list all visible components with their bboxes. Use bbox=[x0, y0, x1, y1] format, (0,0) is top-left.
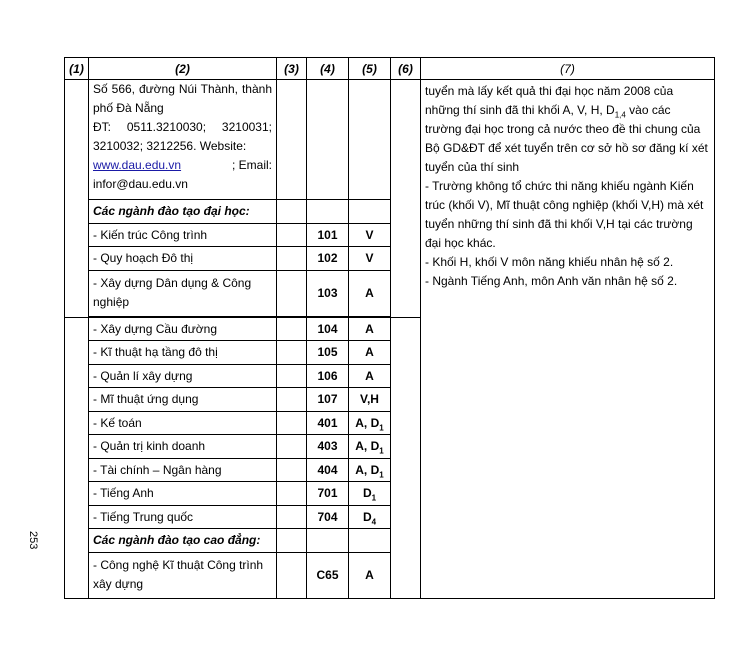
header-col-1: (1) bbox=[65, 58, 89, 80]
note-line-4: - Ngành Tiếng Anh, môn Anh văn nhân hệ số 2. bbox=[425, 274, 678, 288]
program-code: 107 bbox=[307, 388, 349, 412]
section-college: Các ngành đào tạo cao đẳng: bbox=[89, 529, 277, 553]
header-col-4: (4) bbox=[307, 58, 349, 80]
program-block: A bbox=[349, 364, 391, 388]
program-name: - Tài chính – Ngân hàng bbox=[89, 458, 277, 482]
col1-cell-top bbox=[65, 80, 89, 318]
program-block: A, $D_1$ bbox=[349, 435, 391, 459]
col5-cell bbox=[349, 80, 391, 200]
school-phone: ĐT: 0511.3210030; 3210031; 3210032; 3212256. Website: bbox=[93, 120, 272, 153]
program-code: 404 bbox=[307, 458, 349, 482]
school-info-row bbox=[65, 80, 715, 200]
program-name: - Tiếng Anh bbox=[89, 482, 277, 506]
notes-cell bbox=[421, 80, 715, 599]
program-name: - Quản trị kinh doanh bbox=[89, 435, 277, 459]
program-name: - Kiến trúc Công trình bbox=[89, 223, 277, 247]
program-code: 103 bbox=[307, 270, 349, 316]
program-code: 106 bbox=[307, 364, 349, 388]
program-name: - Kĩ thuật hạ tầng đô thị bbox=[89, 341, 277, 365]
program-name: - Xây dựng Dân dụng & Công nghiệp bbox=[89, 270, 277, 316]
program-name: - Kế toán bbox=[89, 411, 277, 435]
program-code: 101 bbox=[307, 223, 349, 247]
program-block: A, $D_1$ bbox=[349, 458, 391, 482]
program-code: 102 bbox=[307, 247, 349, 271]
header-col-6: (6) bbox=[391, 58, 421, 80]
program-block: $D_1$ bbox=[349, 482, 391, 506]
section-university: Các ngành đào tạo đại học: bbox=[89, 200, 277, 224]
school-info-cell bbox=[89, 80, 277, 200]
program-code: 104 bbox=[307, 317, 349, 341]
col6-cell-bottom bbox=[391, 317, 421, 598]
program-name: - Công nghệ Kĩ thuật Công trình xây dựng bbox=[89, 552, 277, 598]
program-block: A bbox=[349, 552, 391, 598]
program-code: 704 bbox=[307, 505, 349, 529]
admission-table bbox=[64, 57, 715, 599]
note-line-3: - Khối H, khối V môn năng khiếu nhân hệ số 2. bbox=[425, 255, 674, 269]
header-col-2: (2) bbox=[89, 58, 277, 80]
program-name: - Tiếng Trung quốc bbox=[89, 505, 277, 529]
program-block: A, $D_1$ bbox=[349, 411, 391, 435]
school-address: Số 566, đường Núi Thành, thành phố Đà Nẵng bbox=[93, 82, 272, 115]
program-block: V bbox=[349, 223, 391, 247]
col1-cell-bottom bbox=[65, 317, 89, 598]
program-name: - Xây dựng Cầu đường bbox=[89, 317, 277, 341]
program-code: 401 bbox=[307, 411, 349, 435]
col4-cell bbox=[307, 80, 349, 200]
note-line-2: - Trường không tổ chức thi năng khiếu ngành Kiến trúc (khối V), Mĩ thuật công nghiệp (khối V,H) mà xét tuyển những thí sinh đã thi khối V,H tại các trường đại học khác. bbox=[425, 179, 704, 250]
program-block: $D_4$ bbox=[349, 505, 391, 529]
program-block: A bbox=[349, 317, 391, 341]
col3-cell bbox=[277, 80, 307, 200]
header-col-7: (7) bbox=[421, 58, 715, 80]
program-name: - Quản lí xây dựng bbox=[89, 364, 277, 388]
email-label: ; Email: bbox=[231, 158, 272, 172]
header-col-5: (5) bbox=[349, 58, 391, 80]
program-code: C65 bbox=[307, 552, 349, 598]
col6-cell-top bbox=[391, 80, 421, 318]
program-block: A bbox=[349, 341, 391, 365]
header-col-3: (3) bbox=[277, 58, 307, 80]
program-name: - Mĩ thuật ứng dụng bbox=[89, 388, 277, 412]
page-number: 253 bbox=[27, 531, 39, 550]
program-block: V bbox=[349, 247, 391, 271]
program-block: V,H bbox=[349, 388, 391, 412]
note-line-1: tuyển mà lấy kết quả thi đại học năm 2008 của những thí sinh đã thi khối A, V, H, $D_{1,4}$ vào các trường đại học trong cả nước theo đề thi chung của Bộ GD&ĐT để xét tuyển trên cơ sở hồ sơ đăng kí xét tuyển của thí sinh bbox=[425, 84, 708, 174]
program-code: 105 bbox=[307, 341, 349, 365]
school-email: infor@dau.edu.vn bbox=[93, 177, 188, 191]
program-code: 701 bbox=[307, 482, 349, 506]
header-row bbox=[65, 58, 715, 80]
school-website-link[interactable]: www.dau.edu.vn bbox=[93, 158, 182, 172]
program-code: 403 bbox=[307, 435, 349, 459]
program-name: - Quy hoạch Đô thị bbox=[89, 247, 277, 271]
program-block: A bbox=[349, 270, 391, 316]
